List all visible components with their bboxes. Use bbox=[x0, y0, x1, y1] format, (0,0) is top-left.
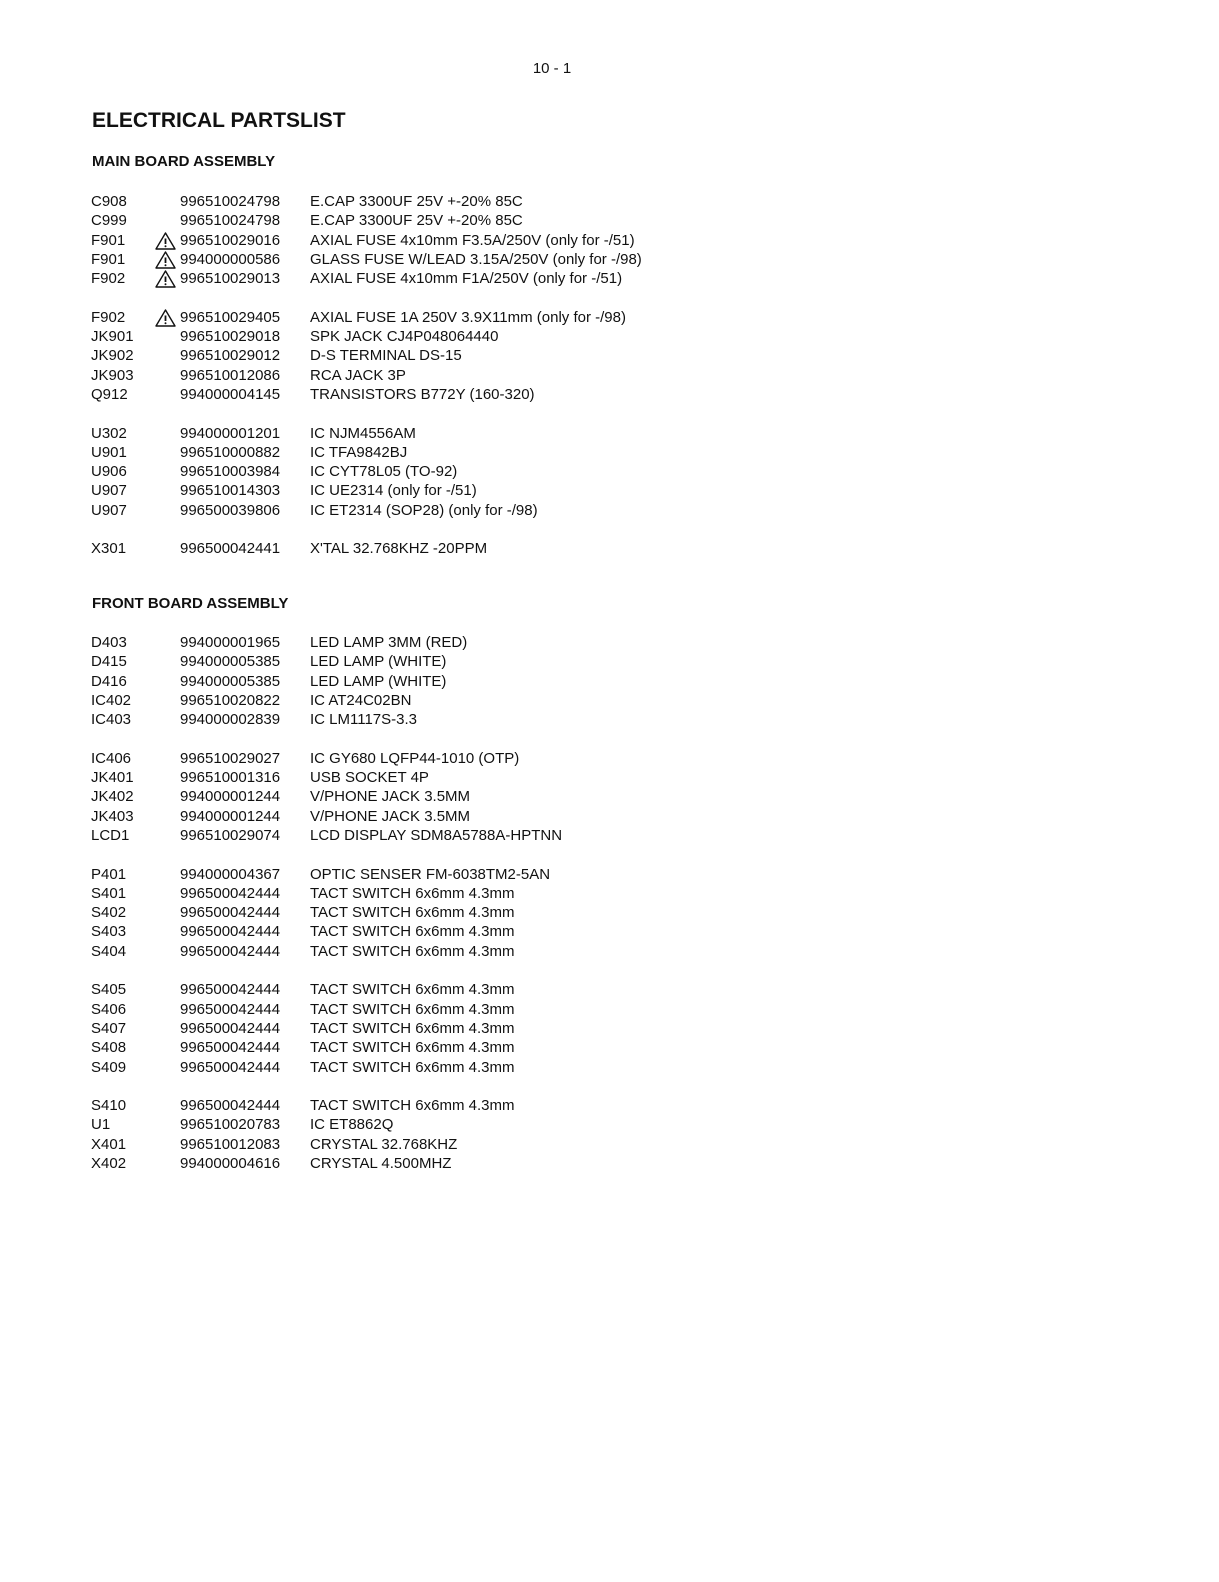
warning-triangle-icon bbox=[155, 270, 176, 288]
warning-triangle-icon bbox=[155, 232, 176, 250]
part-reference: S403 bbox=[91, 923, 127, 941]
part-number: 996510003984 bbox=[180, 463, 281, 481]
part-row bbox=[91, 922, 711, 941]
part-number: 994000005385 bbox=[180, 653, 281, 671]
parts-list-front-board bbox=[91, 633, 711, 1173]
part-reference: S410 bbox=[91, 1097, 127, 1115]
part-reference: F902 bbox=[91, 308, 126, 326]
part-number: 994000004616 bbox=[180, 1155, 281, 1173]
part-reference: S409 bbox=[91, 1058, 127, 1076]
part-description: X'TAL 32.768KHZ -20PPM bbox=[310, 540, 488, 558]
part-number: 994000001244 bbox=[180, 788, 281, 806]
part-number: 996500042444 bbox=[180, 981, 281, 999]
part-reference: S407 bbox=[91, 1019, 127, 1037]
part-reference: S405 bbox=[91, 981, 127, 999]
part-number: 996510029016 bbox=[180, 231, 281, 249]
part-description: IC AT24C02BN bbox=[310, 691, 412, 709]
part-row bbox=[91, 1019, 711, 1038]
part-reference: LCD1 bbox=[91, 826, 130, 844]
part-description: IC TFA9842BJ bbox=[310, 443, 408, 461]
warning-triangle-icon bbox=[155, 309, 176, 327]
part-number: 994000001201 bbox=[180, 424, 281, 442]
part-description: TACT SWITCH 6x6mm 4.3mm bbox=[310, 923, 515, 941]
part-row bbox=[91, 672, 711, 691]
part-description: TACT SWITCH 6x6mm 4.3mm bbox=[310, 1097, 515, 1115]
part-description: LCD DISPLAY SDM8A5788A-HPTNN bbox=[310, 826, 563, 844]
part-reference: U907 bbox=[91, 482, 127, 500]
part-number: 996500039806 bbox=[180, 501, 281, 519]
part-row bbox=[91, 1135, 711, 1154]
part-row bbox=[91, 787, 711, 806]
part-reference: D416 bbox=[91, 672, 127, 690]
part-row bbox=[91, 481, 711, 500]
section-title-front-board: FRONT BOARD ASSEMBLY bbox=[92, 595, 289, 612]
part-reference: S408 bbox=[91, 1039, 127, 1057]
section-title-main-board: MAIN BOARD ASSEMBLY bbox=[92, 153, 276, 170]
part-number: 996500042444 bbox=[180, 1097, 281, 1115]
part-reference: S404 bbox=[91, 942, 127, 960]
part-description: LED LAMP (WHITE) bbox=[310, 672, 447, 690]
part-description: IC ET8862Q bbox=[310, 1116, 394, 1134]
part-number: 996510029013 bbox=[180, 270, 281, 288]
part-number: 996500042441 bbox=[180, 540, 281, 558]
part-number: 996510029027 bbox=[180, 749, 281, 767]
part-description: TACT SWITCH 6x6mm 4.3mm bbox=[310, 1000, 515, 1018]
part-row bbox=[91, 1058, 711, 1077]
part-reference: U302 bbox=[91, 424, 127, 442]
part-reference: U901 bbox=[91, 443, 127, 461]
part-row bbox=[91, 269, 711, 288]
part-description: TACT SWITCH 6x6mm 4.3mm bbox=[310, 1039, 515, 1057]
part-number: 996510024798 bbox=[180, 212, 281, 230]
group-spacer bbox=[91, 1077, 711, 1096]
part-number: 996510029012 bbox=[180, 347, 281, 365]
part-row bbox=[91, 424, 711, 443]
part-description: V/PHONE JACK 3.5MM bbox=[310, 807, 471, 825]
part-number: 996510020783 bbox=[180, 1116, 281, 1134]
part-number: 996500042444 bbox=[180, 942, 281, 960]
part-number: 996510001316 bbox=[180, 769, 281, 787]
part-number: 994000002839 bbox=[180, 711, 281, 729]
part-description: TRANSISTORS B772Y (160-320) bbox=[310, 385, 535, 403]
part-row bbox=[91, 346, 711, 365]
group-spacer bbox=[91, 288, 711, 307]
part-row bbox=[91, 942, 711, 961]
part-row bbox=[91, 691, 711, 710]
part-row bbox=[91, 633, 711, 652]
part-reference: Q912 bbox=[91, 385, 128, 403]
part-number: 996510029018 bbox=[180, 328, 281, 346]
part-row bbox=[91, 768, 711, 787]
part-description: TACT SWITCH 6x6mm 4.3mm bbox=[310, 942, 515, 960]
part-description: SPK JACK CJ4P048064440 bbox=[310, 328, 499, 346]
part-number: 996500042444 bbox=[180, 1000, 281, 1018]
part-description: D-S TERMINAL DS-15 bbox=[310, 347, 462, 365]
part-number: 994000001244 bbox=[180, 807, 281, 825]
parts-list-main-board bbox=[91, 192, 711, 559]
part-reference: IC402 bbox=[91, 691, 132, 709]
part-row bbox=[91, 1115, 711, 1134]
part-number: 996500042444 bbox=[180, 1039, 281, 1057]
part-reference: JK903 bbox=[91, 366, 134, 384]
part-number: 994000001965 bbox=[180, 634, 281, 651]
part-row bbox=[91, 385, 711, 404]
part-description: TACT SWITCH 6x6mm 4.3mm bbox=[310, 884, 515, 902]
part-reference: JK402 bbox=[91, 788, 134, 806]
part-reference: JK902 bbox=[91, 347, 134, 365]
part-number: 994000004367 bbox=[180, 865, 281, 883]
part-description: V/PHONE JACK 3.5MM bbox=[310, 788, 471, 806]
part-row bbox=[91, 231, 711, 250]
part-reference: F901 bbox=[91, 250, 126, 268]
part-description: E.CAP 3300UF 25V +-20% 85C bbox=[310, 212, 523, 230]
part-number: 996510020822 bbox=[180, 691, 281, 709]
part-row bbox=[91, 652, 711, 671]
part-reference: U906 bbox=[91, 463, 127, 481]
part-number: 996500042444 bbox=[180, 923, 281, 941]
part-row bbox=[91, 308, 711, 327]
part-reference: D403 bbox=[91, 634, 127, 651]
part-row bbox=[91, 1154, 711, 1173]
part-description: LED LAMP 3MM (RED) bbox=[310, 634, 468, 651]
part-description: USB SOCKET 4P bbox=[310, 769, 429, 787]
part-number: 996510029405 bbox=[180, 308, 281, 326]
part-row bbox=[91, 327, 711, 346]
page-number: 10 - 1 bbox=[532, 60, 572, 77]
part-reference: F901 bbox=[91, 231, 126, 249]
part-row bbox=[91, 443, 711, 462]
document-title: ELECTRICAL PARTSLIST bbox=[92, 109, 346, 132]
part-row bbox=[91, 980, 711, 999]
part-reference: C999 bbox=[91, 212, 127, 230]
part-reference: S406 bbox=[91, 1000, 127, 1018]
part-reference: S401 bbox=[91, 884, 127, 902]
part-description: E.CAP 3300UF 25V +-20% 85C bbox=[310, 193, 523, 210]
part-reference: JK901 bbox=[91, 328, 134, 346]
part-reference: IC403 bbox=[91, 711, 132, 729]
group-spacer bbox=[91, 520, 711, 539]
part-row bbox=[91, 1000, 711, 1019]
warning-triangle-icon bbox=[155, 251, 176, 269]
part-row bbox=[91, 501, 711, 520]
group-spacer bbox=[91, 845, 711, 864]
part-reference: F902 bbox=[91, 270, 126, 288]
part-number: 996510012083 bbox=[180, 1135, 281, 1153]
part-row bbox=[91, 826, 711, 845]
part-number: 994000005385 bbox=[180, 672, 281, 690]
part-number: 996500042444 bbox=[180, 904, 281, 922]
part-reference: X401 bbox=[91, 1135, 127, 1153]
part-number: 996500042444 bbox=[180, 884, 281, 902]
part-row bbox=[91, 366, 711, 385]
part-row bbox=[91, 865, 711, 884]
part-description: LED LAMP (WHITE) bbox=[310, 653, 447, 671]
part-number: 996510012086 bbox=[180, 366, 281, 384]
part-reference: X402 bbox=[91, 1155, 127, 1173]
part-reference: C908 bbox=[91, 193, 127, 210]
part-description: IC GY680 LQFP44-1010 (OTP) bbox=[310, 749, 520, 767]
part-description: IC UE2314 (only for -/51) bbox=[310, 482, 477, 500]
part-number: 994000004145 bbox=[180, 385, 281, 403]
part-description: IC CYT78L05 (TO-92) bbox=[310, 463, 458, 481]
group-spacer bbox=[91, 729, 711, 748]
part-number: 996500042444 bbox=[180, 1058, 281, 1076]
part-description: TACT SWITCH 6x6mm 4.3mm bbox=[310, 1058, 515, 1076]
part-description: IC LM1117S-3.3 bbox=[310, 711, 417, 729]
part-reference: JK403 bbox=[91, 807, 134, 825]
part-row bbox=[91, 539, 711, 558]
part-description: AXIAL FUSE 4x10mm F3.5A/250V (only for -/51) bbox=[310, 231, 635, 249]
part-reference: D415 bbox=[91, 653, 127, 671]
part-number: 994000000586 bbox=[180, 250, 281, 268]
part-number: 996510024798 bbox=[180, 193, 281, 210]
part-description: OPTIC SENSER FM-6038TM2-5AN bbox=[310, 865, 551, 883]
part-row bbox=[91, 884, 711, 903]
part-description: IC NJM4556AM bbox=[310, 424, 416, 442]
part-number: 996510000882 bbox=[180, 443, 281, 461]
part-row bbox=[91, 192, 711, 211]
part-row bbox=[91, 710, 711, 729]
part-row bbox=[91, 903, 711, 922]
part-description: CRYSTAL 4.500MHZ bbox=[310, 1155, 452, 1173]
part-row bbox=[91, 807, 711, 826]
part-reference: S402 bbox=[91, 904, 127, 922]
part-reference: IC406 bbox=[91, 749, 132, 767]
group-spacer bbox=[91, 404, 711, 423]
part-reference: X301 bbox=[91, 540, 127, 558]
part-row bbox=[91, 1096, 711, 1115]
part-description: AXIAL FUSE 4x10mm F1A/250V (only for -/51) bbox=[310, 270, 623, 288]
part-row bbox=[91, 250, 711, 269]
part-reference: U907 bbox=[91, 501, 127, 519]
part-description: TACT SWITCH 6x6mm 4.3mm bbox=[310, 981, 515, 999]
part-reference: U1 bbox=[91, 1116, 111, 1134]
part-number: 996510029074 bbox=[180, 826, 281, 844]
part-row bbox=[91, 1038, 711, 1057]
part-description: IC ET2314 (SOP28) (only for -/98) bbox=[310, 501, 538, 519]
part-row bbox=[91, 749, 711, 768]
part-description: GLASS FUSE W/LEAD 3.15A/250V (only for -/98) bbox=[310, 250, 642, 268]
part-description: CRYSTAL 32.768KHZ bbox=[310, 1135, 458, 1153]
group-spacer bbox=[91, 961, 711, 980]
part-row bbox=[91, 462, 711, 481]
part-row bbox=[91, 211, 711, 230]
part-number: 996500042444 bbox=[180, 1019, 281, 1037]
part-description: TACT SWITCH 6x6mm 4.3mm bbox=[310, 1019, 515, 1037]
part-number: 996510014303 bbox=[180, 482, 281, 500]
part-description: RCA JACK 3P bbox=[310, 366, 406, 384]
part-reference: P401 bbox=[91, 865, 127, 883]
part-description: AXIAL FUSE 1A 250V 3.9X11mm (only for -/98) bbox=[310, 308, 626, 326]
part-description: TACT SWITCH 6x6mm 4.3mm bbox=[310, 904, 515, 922]
part-reference: JK401 bbox=[91, 769, 134, 787]
